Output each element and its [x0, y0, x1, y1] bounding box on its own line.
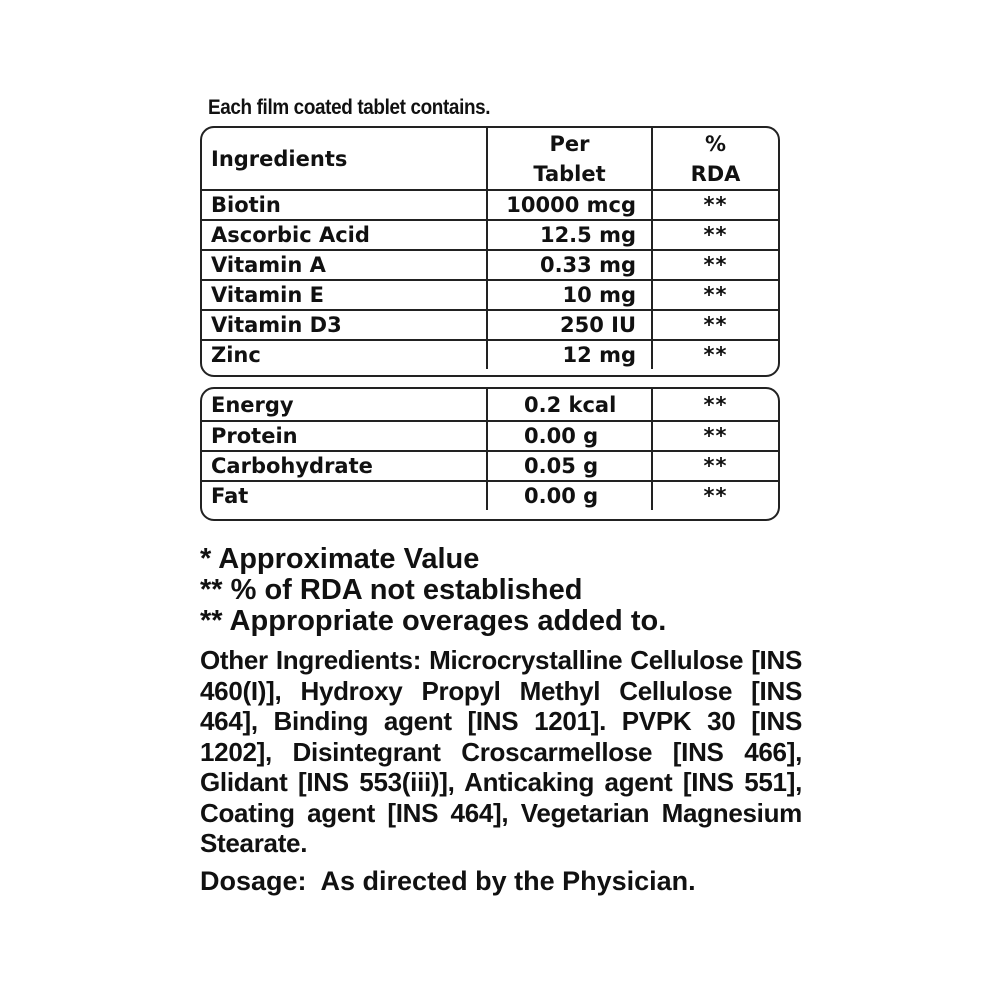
nutrient-amount: 0.05 g — [488, 452, 653, 480]
energy-table — [200, 387, 780, 521]
ingredients-table — [200, 126, 780, 377]
header-rda — [653, 128, 778, 189]
nutrient-amount: 0.00 g — [488, 482, 653, 510]
ingredient-rda: ** — [703, 343, 728, 367]
nutrient-name: Fat — [202, 482, 488, 510]
ingredient-name: Vitamin E — [202, 281, 488, 309]
table-row — [202, 189, 778, 219]
ingredient-name: Vitamin A — [202, 251, 488, 279]
ingredient-name: Vitamin D3 — [202, 311, 488, 339]
table-row — [202, 219, 778, 249]
header-rda-line2: RDA — [690, 161, 741, 186]
table-row — [202, 389, 778, 420]
nutrient-rda: ** — [703, 424, 728, 448]
table-row — [202, 450, 778, 480]
header-rda-line1: % — [704, 131, 727, 156]
table-row — [202, 279, 778, 309]
ingredient-amount: 12 mg — [488, 341, 653, 369]
nutrient-name: Energy — [202, 389, 488, 420]
table-row — [202, 249, 778, 279]
ingredient-amount: 10 mg — [488, 281, 653, 309]
header-per-tablet-line1: Per — [549, 131, 590, 156]
ingredient-amount: 250 IU — [488, 311, 653, 339]
nutrient-amount: 0.00 g — [488, 422, 653, 450]
nutrient-name: Carbohydrate — [202, 452, 488, 480]
table-row — [202, 309, 778, 339]
intro-text: Each film coated tablet contains. — [208, 96, 491, 119]
ingredient-rda: ** — [703, 193, 728, 217]
ingredient-amount: 10000 mcg — [488, 191, 653, 219]
ingredient-name: Biotin — [202, 191, 488, 219]
other-ingredients-text: Other Ingredients: Microcrystalline Cellulose [INS 460(I)], Hydroxy Propyl Methyl Cellulose [INS 464], Binding agent [INS 1201]. PVPK 30 [INS 1202], Disintegrant Croscarmellose [INS 466], Glidant [INS 553(iii)], Anticaking agent [INS 551], Coating agent [INS 464], Vegetarian Magnesium Stearate. — [200, 645, 802, 858]
footnote-overages: ** Appropriate overages added to. — [200, 605, 667, 637]
footnotes — [200, 544, 666, 637]
ingredient-amount: 0.33 mg — [488, 251, 653, 279]
nutrient-rda: ** — [703, 454, 728, 478]
nutrient-name: Protein — [202, 422, 488, 450]
footnote-approximate: * Approximate Value — [200, 543, 480, 575]
ingredient-rda: ** — [703, 223, 728, 247]
table-row — [202, 420, 778, 450]
table-row — [202, 339, 778, 369]
ingredient-rda: ** — [703, 253, 728, 277]
footnote-rda: ** % of RDA not established — [200, 574, 583, 606]
ingredient-rda: ** — [703, 313, 728, 337]
table-header-row — [202, 128, 778, 189]
nutrient-rda: ** — [703, 484, 728, 508]
ingredient-rda: ** — [703, 283, 728, 307]
table-row — [202, 480, 778, 510]
dosage-text: Dosage: As directed by the Physician. — [200, 866, 696, 896]
nutrient-amount: 0.2 kcal — [488, 389, 653, 420]
nutrient-rda: ** — [703, 392, 728, 417]
ingredient-name: Zinc — [202, 341, 488, 369]
header-ingredients: Ingredients — [202, 128, 488, 189]
ingredient-name: Ascorbic Acid — [202, 221, 488, 249]
header-per-tablet — [488, 128, 653, 189]
header-per-tablet-line2: Tablet — [533, 161, 606, 186]
ingredient-amount: 12.5 mg — [488, 221, 653, 249]
